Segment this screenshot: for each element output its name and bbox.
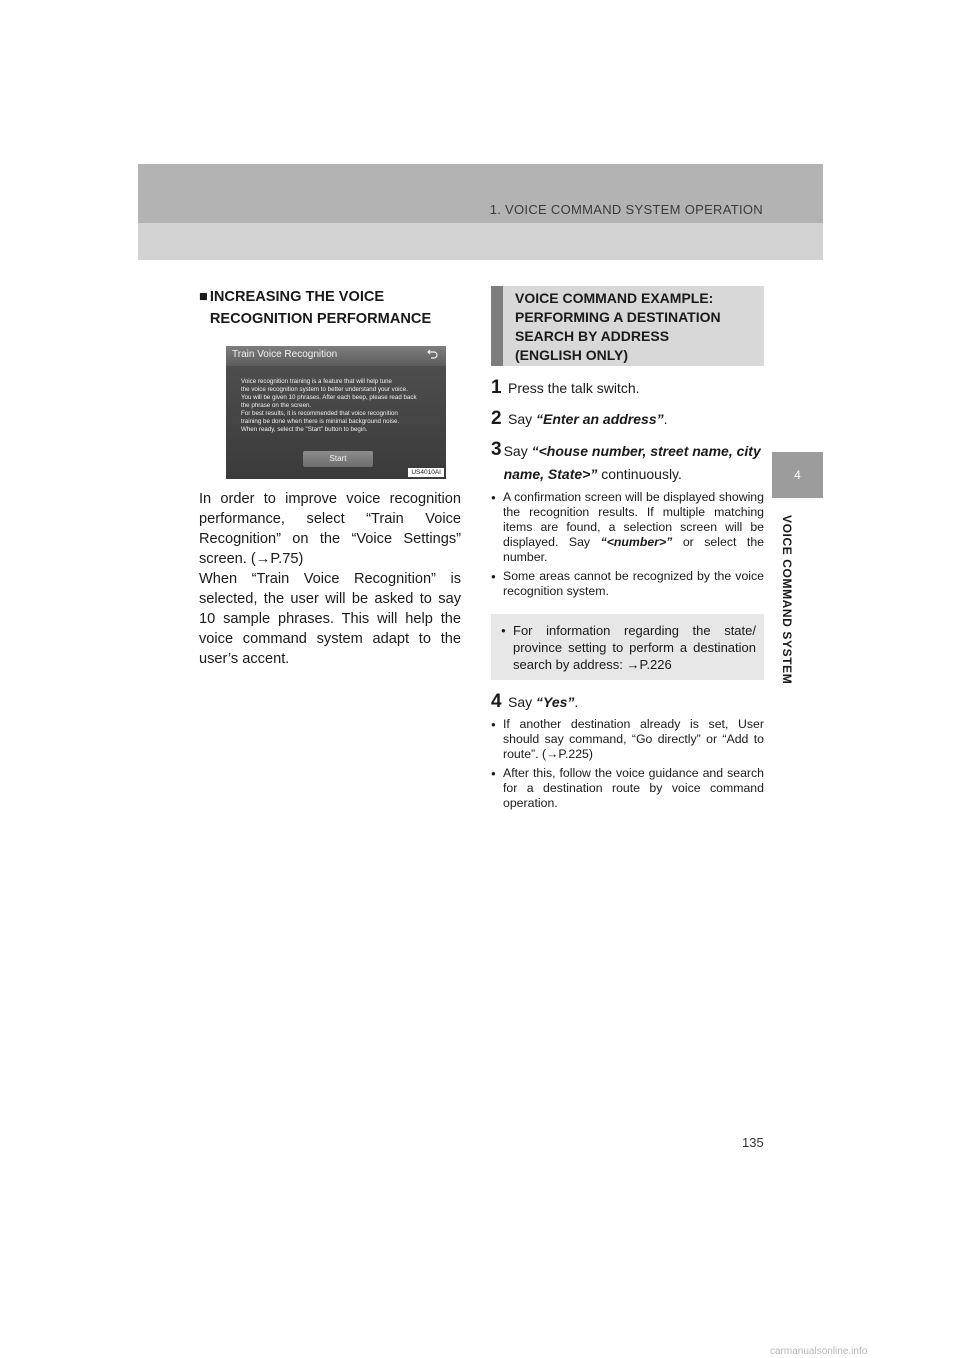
- start-button: Start: [303, 451, 373, 467]
- screen-body-text: [241, 378, 436, 434]
- step-prefix: Say: [503, 443, 532, 459]
- list-item: ● After this, follow the voice guidance and search for a destination route by voice command operation.: [491, 766, 764, 811]
- spoken-phrase: “Yes”: [536, 694, 575, 710]
- back-arrow-icon: [426, 348, 438, 360]
- example-title-line: PERFORMING A DESTINATION: [515, 309, 721, 325]
- step-number: 3: [491, 439, 502, 460]
- screen-title: Train Voice Recognition: [232, 349, 338, 360]
- step-number: 1: [491, 377, 502, 398]
- info-text: ● For information regarding the state/ province setting to perform a destination search by address: →P.226: [501, 622, 756, 673]
- bullet-text: Some areas cannot be recognized by the voice recognition system.: [503, 569, 764, 598]
- step-4-bullets: [491, 717, 764, 811]
- list-item: [491, 569, 764, 599]
- list-item: ● If another destination already is set, User should say command, “Go directly” or “Add to route”. (→P.225): [491, 717, 764, 762]
- step-2: [491, 409, 764, 430]
- right-column: [491, 286, 764, 811]
- step-4: [491, 692, 764, 713]
- section-heading: [199, 286, 461, 330]
- example-title-line: VOICE COMMAND EXAMPLE:: [515, 290, 714, 306]
- left-column: [199, 286, 461, 669]
- heading-square-icon: ■: [199, 289, 208, 305]
- example-title-line: (ENGLISH ONLY): [515, 347, 629, 363]
- screen-line: You will be given 10 phrases. After each beep, please read back: [241, 394, 417, 401]
- screen-line: When ready, select the "Start" button to begin.: [241, 426, 368, 433]
- step-number: 4: [491, 691, 502, 712]
- section-heading-text: INCREASING THE VOICE RECOGNITION PERFORMANCE: [209, 289, 432, 327]
- header-band: [138, 164, 823, 260]
- list-item: [491, 490, 764, 565]
- step-1: [491, 378, 764, 399]
- screen-line: Voice recognition training is a feature that will help tune: [241, 378, 392, 385]
- step-text: [508, 409, 668, 430]
- step-text: [508, 692, 578, 713]
- bullet-text: A confirmation screen will be displayed showing the recognition results. If multiple matching items are found, a selection screen will be displayed. Say: [503, 490, 764, 549]
- step-suffix: .: [574, 694, 579, 710]
- step-prefix: Say: [508, 411, 537, 427]
- screen-line: training be done when there is minimal background noise.: [241, 418, 400, 425]
- bullet-tail: or select the number.: [503, 535, 764, 564]
- step-suffix: continuously.: [597, 466, 682, 482]
- image-code: US4010AI: [408, 468, 444, 477]
- spoken-phrase: “Enter an address”: [536, 411, 664, 427]
- step-text: [504, 440, 764, 486]
- page-number: 135: [742, 1135, 764, 1150]
- screen-titlebar: [226, 346, 446, 366]
- paragraph-2: When “Train Voice Recognition” is selected, the user will be asked to say 10 sample phrases. This will help the voice command system adapt to the user’s accent.: [199, 571, 461, 667]
- example-title-line: SEARCH BY ADDRESS: [515, 328, 670, 344]
- step-suffix: .: [663, 411, 668, 427]
- watermark[interactable]: carmanualsonline.info: [770, 1346, 868, 1357]
- step-number: 2: [491, 408, 502, 429]
- screen-line: For best results, it is recommended that voice recognition: [241, 410, 398, 417]
- example-title: [515, 289, 721, 365]
- step-text: Press the talk switch.: [508, 380, 640, 396]
- header-top-bar: [138, 164, 823, 223]
- step-3: [491, 440, 764, 486]
- example-heading-box: [491, 286, 764, 366]
- paragraph-1: In order to improve voice recognition performance, select “Train Voice Recognition” on the “Voice Settings” screen. (→P.75): [199, 491, 461, 567]
- screen-line: the phrase on the screen.: [241, 402, 312, 409]
- chapter-tab: 4: [772, 452, 823, 498]
- screen-line: the voice recognition system to better understand your voice.: [241, 386, 408, 393]
- step-3-bullets: [491, 490, 764, 599]
- spoken-phrase: “<house number, street name, city name, State>”: [503, 443, 761, 482]
- header-title: 1. VOICE COMMAND SYSTEM OPERATION: [489, 202, 763, 217]
- chapter-label: VOICE COMMAND SYSTEM: [780, 515, 794, 685]
- step-prefix: Say: [508, 694, 537, 710]
- example-heading-bar: [491, 286, 503, 366]
- info-box: [491, 614, 764, 680]
- screen-illustration: [226, 346, 446, 479]
- spoken-phrase: “<number>”: [600, 535, 673, 549]
